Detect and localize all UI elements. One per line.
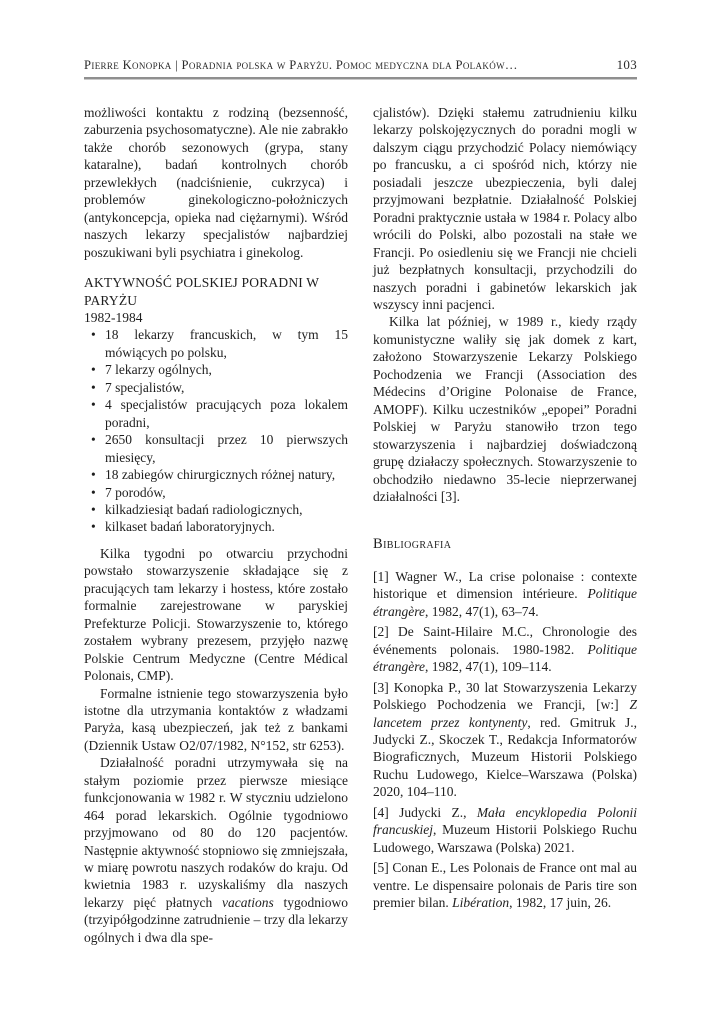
- paragraph: Kilka tygodni po otwarciu przychodni powstało stowarzyszenie składające się z pracujących tam lekarzy i hostess, które zostało formalnie zarejestrowane w paryskiej Prefekturze Policji. Stowarzyszenie to, którego zostałem wybrany prezesem, przyjęło nazwę Polskie Centrum Medyczne (Centre Médical Polonais, CMP).: [84, 545, 348, 684]
- list-item: • 7 porodów,: [84, 484, 348, 501]
- bibliography-entry: [5] Conan E., Les Polonais de France ont mal au ventre. Le dispensaire polonais de Paris tire son premier bilan. Libération, 1982, 17 juin, 26.: [373, 860, 637, 911]
- paragraph: Formalne istnienie tego stowarzyszenia było istotne dla utrzymania kontaktów z władzami Paryża, kasą ubezpieczeń, jak też z bankami (Dziennik Ustaw O2/07/1982, N°152, str 6253).: [84, 685, 348, 753]
- list-item: • 18 lekarzy francuskich, w tym 15 mówiących po polsku,: [84, 326, 348, 361]
- left-column: [84, 104, 348, 946]
- section-subheading: 1982-1984: [84, 309, 143, 325]
- running-title: Pierre Konopka | Poradnia polska w Paryżu. Pomoc medyczna dla Polaków…: [84, 58, 518, 72]
- bibliography-entry: [4] Judycki Z., Mała encyklopedia Polonii francuskiej, Muzeum Historii Polskiego Ruchu Ludowego, Warszawa (Polska) 2021.: [373, 804, 637, 855]
- right-column: [373, 104, 637, 946]
- paragraph: Działalność poradni utrzymywała się na stałym poziomie przez pierwsze miesiące funkcjonowania w 1982 r. W styczniu udzielono 464 porad lekarskich. Ogólnie tygodniowo przyjmowano od 80 do 120 pacjentów. Następnie aktywność stopniowo się zmniejszała, w miarę powrotu naszych rodaków do kraju. Od kwietnia 1983 r. uzyskaliśmy dla naszych lekarzy pięć płatnych vacations tygodniowo (trzyipółgodzinne zatrudnienie – trzy dla lekarzy ogólnych i dwa dla spe-: [84, 755, 348, 945]
- list-item: • 7 specjalistów,: [84, 379, 348, 396]
- header-rule: [84, 77, 637, 80]
- list-item: • 4 specjalistów pracujących poza lokalem poradni,: [84, 396, 348, 431]
- paragraph: Kilka lat później, w 1989 r., kiedy rządy komunistyczne waliły się jak domek z kart, założono Stowarzyszenie Lekarzy Polskiego Pochodzenia we Francji (Association des Médecins d’Origine Polonaise de France, AMOPF). Kilku uczestników „epopei” Poradni Polskiej w Paryżu stanowiło trzon tego stowarzyszenia i najbardziej doświadczoną grupę działaczy społecznych. Stowarzyszenie to obchodziło niedawno 35-lecie nieprzerwanej działalności [3].: [373, 314, 637, 504]
- list-item: • 7 lekarzy ogólnych,: [84, 361, 348, 378]
- paragraph-continuation: możliwości kontaktu z rodziną (bezsenność, zaburzenia psychosomatyczne). Ale nie zabrakło także chorób sezonowych (grypa, stany kataralne), badań kontrolnych chorób przewlekłych (nadciśnienie, cukrzyca) i problemów ginekologiczno-położniczych (antykoncepcja, opieka nad ciężarnymi). Wśród naszych lekarzy specjalistów najbardziej poszukiwani byli psychiatra i ginekolog.: [84, 105, 348, 260]
- statistics-list: [84, 326, 348, 535]
- bibliography-heading: Bibliografia: [373, 536, 452, 553]
- bibliography-entry: [1] Wagner W., La crise polonaise : contexte historique et dimension intérieure. Politique étrangère, 1982, 47(1), 63–74.: [373, 568, 637, 619]
- list-item: • 2650 konsultacji przez 10 pierwszych miesięcy,: [84, 431, 348, 466]
- section-heading: AKTYWNOŚĆ POLSKIEJ PORADNI W PARYŻU: [84, 275, 319, 308]
- page-header: [84, 57, 637, 80]
- page-number: 103: [616, 57, 637, 72]
- list-item: • kilkaset badań laboratoryjnych.: [84, 518, 348, 535]
- running-head-row: [84, 57, 637, 77]
- list-item: • kilkadziesiąt badań radiologicznych,: [84, 501, 348, 518]
- paragraph-continuation: cjalistów). Dzięki stałemu zatrudnieniu kilku lekarzy polskojęzycznych do poradni mogli w dalszym ciągu przychodzić Polacy niemówiący po francusku, a ci spośród nich, którzy nie posiadali jeszcze ubezpieczenia, byli dalej przyjmowani bezpłatnie. Działalność Polskiej Poradni praktycznie ustała w 1984 r. Polacy albo wrócili do Polski, albo pozostali na stałe we Francji. Po osiedleniu się we Francji nie chcieli już bezpłatnych konsultacji, przychodzili do naszych poradni i gabinetów lekarskich jak wszyscy inni pacjenci.: [373, 105, 637, 312]
- bibliography-entry: [2] De Saint-Hilaire M.C., Chronologie des événements polonais. 1980-1982. Politique étrangère, 1982, 47(1), 109–114.: [373, 624, 637, 675]
- article-body: [84, 104, 637, 946]
- list-item: • 18 zabiegów chirurgicznych różnej natury,: [84, 466, 348, 483]
- bibliography-entry: [3] Konopka P., 30 lat Stowarzyszenia Lekarzy Polskiego Pochodzenia we Francji, [w:] Z lancetem przez kontynenty, red. Gmitruk J., Judycki Z., Skoczek T., Redakcja Informatorów Biograficznych, Muzeum Historii Polskiego Ruchu Ludowego, Kielce–Warszawa (Polska) 2020, 104–110.: [373, 679, 637, 800]
